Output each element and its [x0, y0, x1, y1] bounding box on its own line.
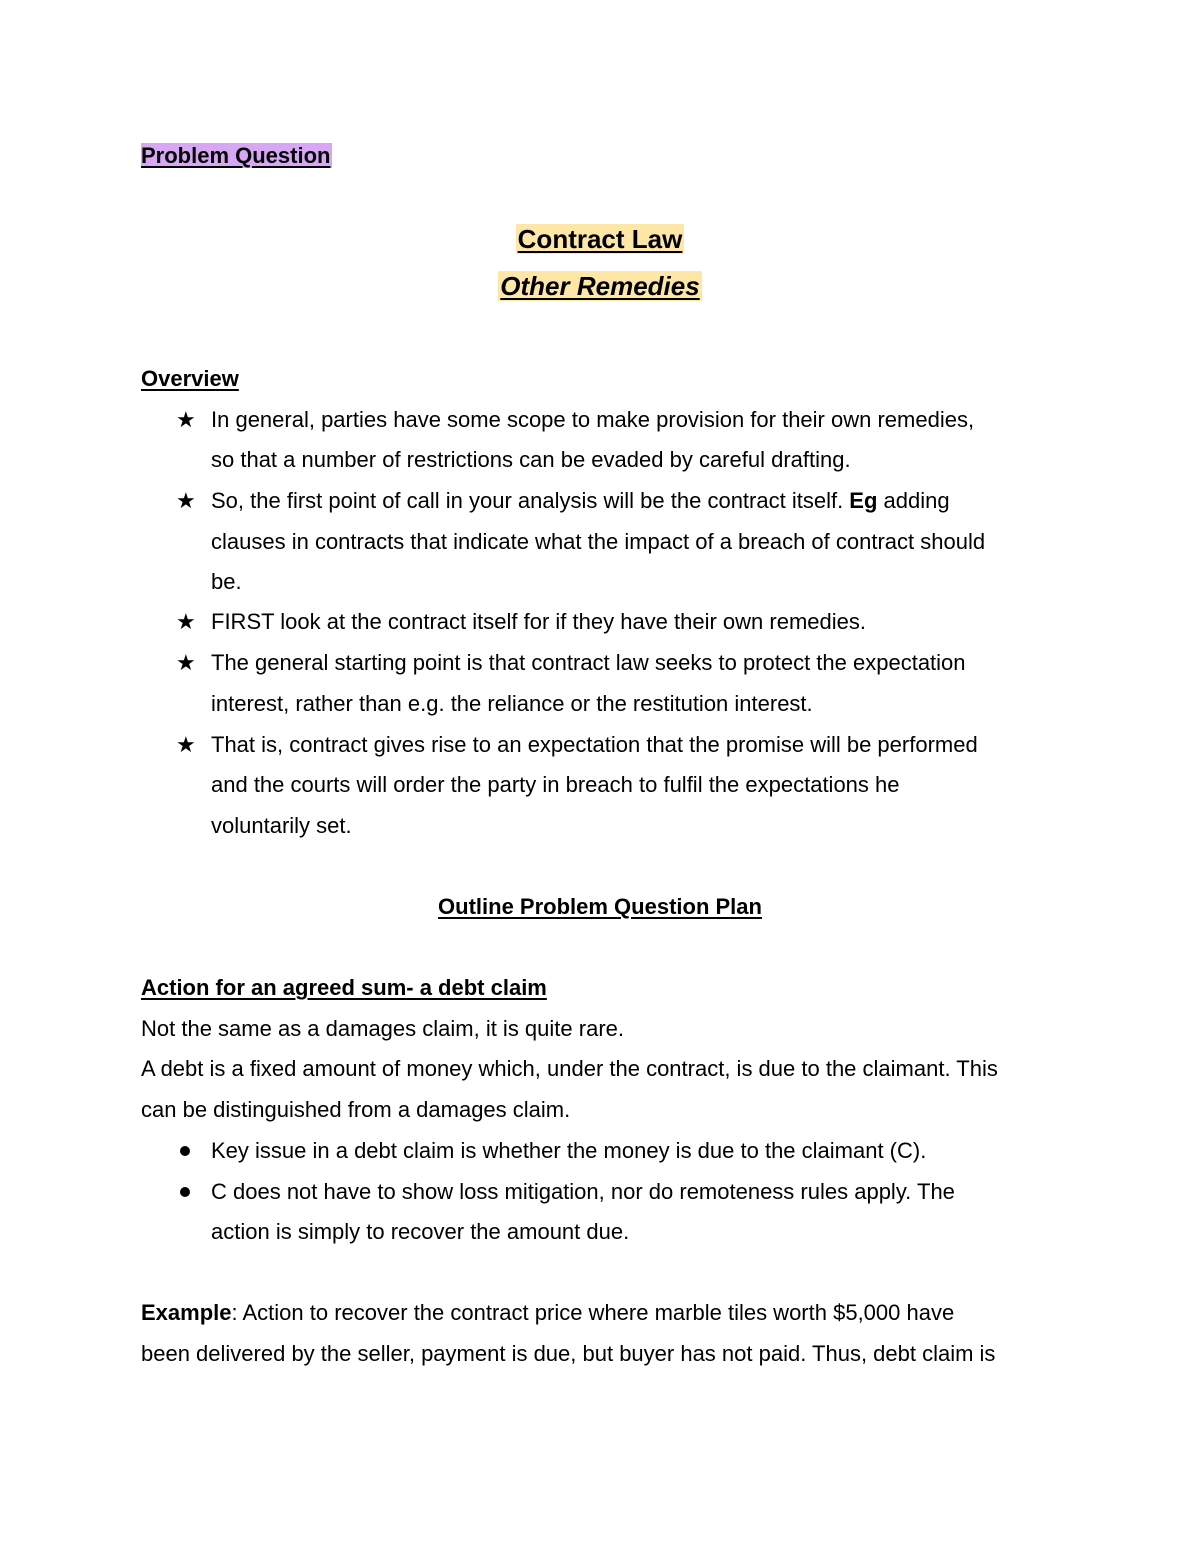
example-line-2: been delivered by the seller, payment is due, but buyer has not paid. Thus, debt claim is — [141, 1341, 996, 1366]
overview-item-5-line-2: and the courts will order the party in breach to fulfil the expectations he — [211, 772, 900, 797]
example-text-1: : Action to recover the contract price where marble tiles worth $5,000 have — [231, 1300, 955, 1325]
title-main — [0, 219, 1200, 259]
overview-item-2-line-3: be. — [211, 569, 242, 594]
overview-item-2-text-b: adding — [877, 488, 950, 513]
title-sub-text: Other Remedies — [500, 271, 700, 301]
overview-item-4-line-1: The general starting point is that contract law seeks to protect the expectation — [211, 650, 966, 675]
debt-para-1: Not the same as a damages claim, it is quite rare. — [141, 1016, 624, 1041]
bullet-dot-icon — [180, 1187, 190, 1197]
overview-heading: Overview — [141, 366, 239, 391]
overview-item-3-line-1: FIRST look at the contract itself for if they have their own remedies. — [211, 609, 866, 634]
overview-item-4-line-2: interest, rather than e.g. the reliance or the restitution interest. — [211, 691, 813, 716]
debt-bullet-2-line-2: action is simply to recover the amount due. — [211, 1219, 630, 1244]
bullet-dot-icon — [180, 1146, 190, 1156]
overview-item-5-line-3: voluntarily set. — [211, 813, 352, 838]
debt-claim-heading: Action for an agreed sum- a debt claim — [141, 975, 547, 1000]
outline-heading: Outline Problem Question Plan — [438, 894, 762, 919]
star-bullet-icon: ★ — [176, 732, 196, 757]
problem-question-label — [141, 136, 332, 176]
star-bullet-icon: ★ — [176, 650, 196, 675]
star-bullet-icon: ★ — [176, 609, 196, 634]
overview-item-2-line-1 — [211, 481, 950, 521]
star-bullet-icon: ★ — [176, 488, 196, 513]
star-bullet-icon: ★ — [176, 407, 196, 432]
debt-bullet-1-line-1: Key issue in a debt claim is whether the money is due to the claimant (C). — [211, 1138, 927, 1163]
example-line-1 — [141, 1293, 954, 1333]
overview-item-2-bold: Eg — [849, 488, 878, 513]
overview-item-2-line-2: clauses in contracts that indicate what the impact of a breach of contract should — [211, 529, 986, 554]
overview-item-1-line-2: so that a number of restrictions can be evaded by careful drafting. — [211, 447, 851, 472]
problem-question-text: Problem Question — [141, 143, 331, 168]
debt-para-2-line-1: A debt is a fixed amount of money which, under the contract, is due to the claimant. This — [141, 1056, 998, 1081]
debt-bullet-2-line-1: C does not have to show loss mitigation, nor do remoteness rules apply. The — [211, 1179, 955, 1204]
debt-para-2-line-2: can be distinguished from a damages claim. — [141, 1097, 571, 1122]
example-label: Example — [141, 1300, 232, 1325]
overview-item-1-line-1: In general, parties have some scope to make provision for their own remedies, — [211, 407, 975, 432]
title-sub — [0, 266, 1200, 306]
overview-item-5-line-1: That is, contract gives rise to an expectation that the promise will be performed — [211, 732, 978, 757]
title-main-text: Contract Law — [517, 224, 683, 254]
overview-item-2-text-a: So, the first point of call in your analysis will be the contract itself. — [211, 488, 850, 513]
